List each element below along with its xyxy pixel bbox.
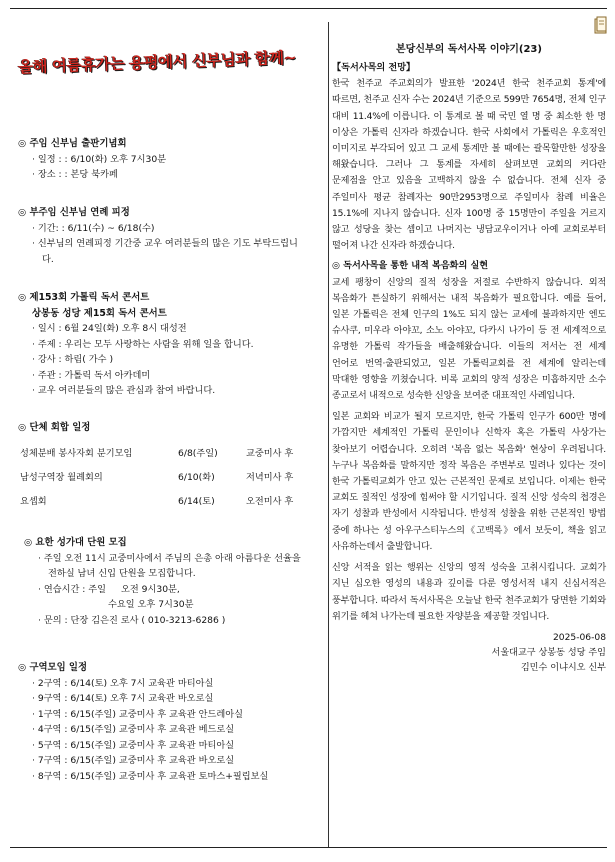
column-divider: [328, 22, 329, 847]
meeting-date: 6/10(화): [178, 471, 215, 483]
meeting-name: 성체분배 봉사자회 분기모임: [20, 447, 133, 459]
book-event-section: [18, 136, 323, 183]
bottom-rule: [10, 847, 607, 848]
section-title: ◎ 제153회 가톨릭 독서 콘서트: [18, 292, 150, 303]
section-title: ◎ 구역모임 일정: [18, 662, 88, 673]
section1-paragraph: 한국 천주교 주교회의가 발표한 '2024년 한국 천주교회 통계'에 따르면, 천주교 신자 수는 2024년 기준으로 599만 7654명, 전체 인구 대비 11.4%에 이릅니다. 이 통계로 볼 때 국민 열 명 중 최소한 한 명 이상은 가톨릭 신자라 하겠습니다. 한국 사회에서 가톨릭은 우호적인 이미지로 부각되어 있고 그 교세 통계만 볼 때에는 괄목할만한 성장을 해왔습니다. 그러나 그 통계를 자세히 살펴보면 교회의 커다란 문제점을 안고 있음을 고백하지 않을 수 없습니다. 전체 신자 중 주일미사 평균 참례자는 90만2953명으로 주일미사 참례 비율은 15.1%에 지나지 않습니다. 신자 100명 중 15명만이 주일을 거르지 않고 성당을 찾는 셈이고 나머지는 냉담교우이거나 아예 교회로부터 떨어져 나간 신자라 하겠습니다.: [332, 79, 606, 252]
practice-time-1: 오전 9시30분,: [120, 583, 180, 595]
section2-paragraph-2: 일본 교회와 비교가 될지 모르지만, 한국 가톨릭 인구가 600만 명에 가깝지만 세계적인 가톨릭 문인이나 신학자 혹은 가톨릭 사상가는 찾아보기 어렵습니다. 오히려 '복음 없는 복음화' 현상이 우려됩니다. 누구나 복음화를 말하지만 정작 복음은 주변부로 밀려나 있다는 것이 한국 가톨릭교회가 안고 있는 근본적인 문제로 보입니다. 이제는 한국 교회도 질적인 성장에 힘써야 할 시기입니다. 질적 신앙 성숙의 첩경은 자기 성찰과 반성에서 시작됩니다. 반성적 성찰을 위한 근본적인 방법 중에 하나는 성 아우구스티누스의《고백록》에서 보듯이, 책을 읽고 사유하는데서 출발합니다.: [332, 412, 606, 552]
article-date: 2025-06-08: [552, 632, 606, 643]
table-row: [18, 490, 323, 514]
list-item: · 주일 오전 11시 교중미사에서 주님의 은총 아래 아름다운 선율을 전하실 남녀 신입 단원을 모집합니다.: [38, 552, 301, 579]
list-item: · 주제 : 우리는 모두 사랑하는 사람을 위해 일을 합니다.: [32, 338, 254, 350]
meeting-date: 6/14(토): [178, 495, 215, 507]
practice-line: [24, 582, 323, 598]
contact-line: · 문의 : 단장 김은진 로사 ( 010-3213-6286 ): [38, 614, 226, 626]
choir-section: [24, 535, 323, 628]
list-item: · 8구역 : 6/15(주일) 교중미사 후 교육관 토마스+필립보실: [32, 770, 269, 782]
list-item: · 기간: : 6/11(수) ~ 6/18(수): [32, 222, 155, 234]
list-item: · 장소 : : 본당 북카페: [32, 169, 118, 180]
meetings-section: [18, 420, 323, 514]
article-title: 본당신부의 독서사목 이야기(23): [396, 44, 542, 55]
table-row: [18, 466, 323, 490]
section-subtitle: 상봉동 성당 제15회 독서 콘서트: [32, 307, 167, 319]
meeting-time: 오전미사 후: [246, 495, 294, 507]
list-item: · 9구역 : 6/14(토) 오후 7시 교육관 바오로실: [32, 693, 214, 704]
list-item: · 신부님의 연례피정 기간중 교우 여러분들의 많은 기도 부탁드립니다.: [32, 238, 298, 265]
promo-banner: 올해 여름휴가는 용평에서 신부님과 함께~: [17, 47, 297, 77]
retreat-section: [18, 205, 323, 267]
meeting-time: 교중미사 후: [246, 447, 294, 459]
signature-org: 서울대교구 상봉동 성당 주임: [491, 647, 606, 658]
list-item: · 5구역 : 6/15(주일) 교중미사 후 교육관 마티아실: [32, 739, 235, 751]
list-item: · 일정 : : 6/10(화) 오후 7시30분: [32, 153, 167, 165]
list-item: · 교우 여러분들의 많은 관심과 참여 바랍니다.: [32, 385, 216, 396]
concert-section: [18, 290, 323, 399]
book-icon: [594, 16, 608, 36]
list-item: · 1구역 : 6/15(주일) 교중미사 후 교육관 안드레아실: [32, 708, 243, 720]
meetings-table: [18, 442, 323, 514]
meeting-date: 6/8(주일): [178, 447, 218, 459]
table-row: [18, 442, 323, 466]
practice-time-2: 수요일 오후 7시30분: [108, 599, 194, 610]
section2-paragraph-1: 교세 팽창이 신앙의 질적 성장을 저절로 수반하지 않습니다. 외적 복음화가 튼실하기 위해서는 내적 복음화가 필요합니다. 예를 들어, 일본 가톨릭은 전체 인구의 1%도 되지 않는 교세에 불과하지만 엔도 슈사쿠, 미우라 아야꼬, 소노 아야꼬, 다카시 나가이 등 전 세계적으로 유명한 가톨릭 작가들을 배출해왔습니다. 이들의 저서는 전 세계 언어로 번역·출판되었고, 일본 가톨릭교회를 전 세계에 알리는데 막대한 영향을 끼쳤습니다. 비록 교회의 양적 성장은 미흡하지만 소수 종교로서 내적으로 성숙한 신앙을 보여준 대표적인 사례입니다.: [332, 277, 606, 402]
meeting-name: 남성구역장 월례회의: [20, 471, 103, 483]
section-title: ◎ 요한 성가대 단원 모집: [24, 537, 127, 548]
districts-section: [18, 660, 323, 784]
practice-label: · 연습시간 : 주일: [38, 583, 107, 595]
section-title: ◎ 단체 회합 일정: [18, 422, 91, 433]
list-item: · 일시 : 6월 24일(화) 오후 8시 대성전: [32, 323, 187, 334]
list-item: · 4구역 : 6/15(주일) 교중미사 후 교육관 베드로실: [32, 724, 235, 735]
list-item: · 주관 : 가톨릭 독서 아카데미: [32, 369, 151, 381]
section-title: ◎ 주임 신부님 출판기념회: [18, 138, 127, 149]
meeting-name: 요셉회: [20, 495, 47, 507]
section1-title: 【독서사목의 전망】: [332, 63, 416, 73]
list-item: · 2구역 : 6/14(토) 오후 7시 교육관 마티아실: [32, 677, 214, 689]
section-title: ◎ 부주임 신부님 연례 피정: [18, 207, 130, 218]
list-item: · 강사 : 하림( 가수 ): [32, 354, 114, 365]
meeting-time: 저녁미사 후: [246, 471, 294, 483]
signature-name: 김민수 이냐시오 신부: [520, 662, 606, 673]
section2-paragraph-3: 신앙 서적을 읽는 행위는 신앙의 영적 성숙을 고취시킵니다. 교회가 지닌 심오한 영성의 내용과 깊이를 다룬 영성서적 내지 신심서적은 풍부합니다. 따라서 독서사목은 오늘날 한국 천주교회가 당면한 기회와 위기를 헤쳐 나가는데 필요한 자양분을 제공할 것입니다.: [332, 563, 606, 622]
bulletin-page: [10, 8, 607, 848]
list-item: · 7구역 : 6/15(주일) 교중미사 후 교육관 바오로실: [32, 755, 235, 766]
top-rule: [10, 8, 607, 9]
section2-title: ◎ 독서사목을 통한 내적 복음화의 실현: [332, 261, 489, 272]
right-column: [332, 42, 606, 676]
signature-block: [332, 631, 606, 676]
